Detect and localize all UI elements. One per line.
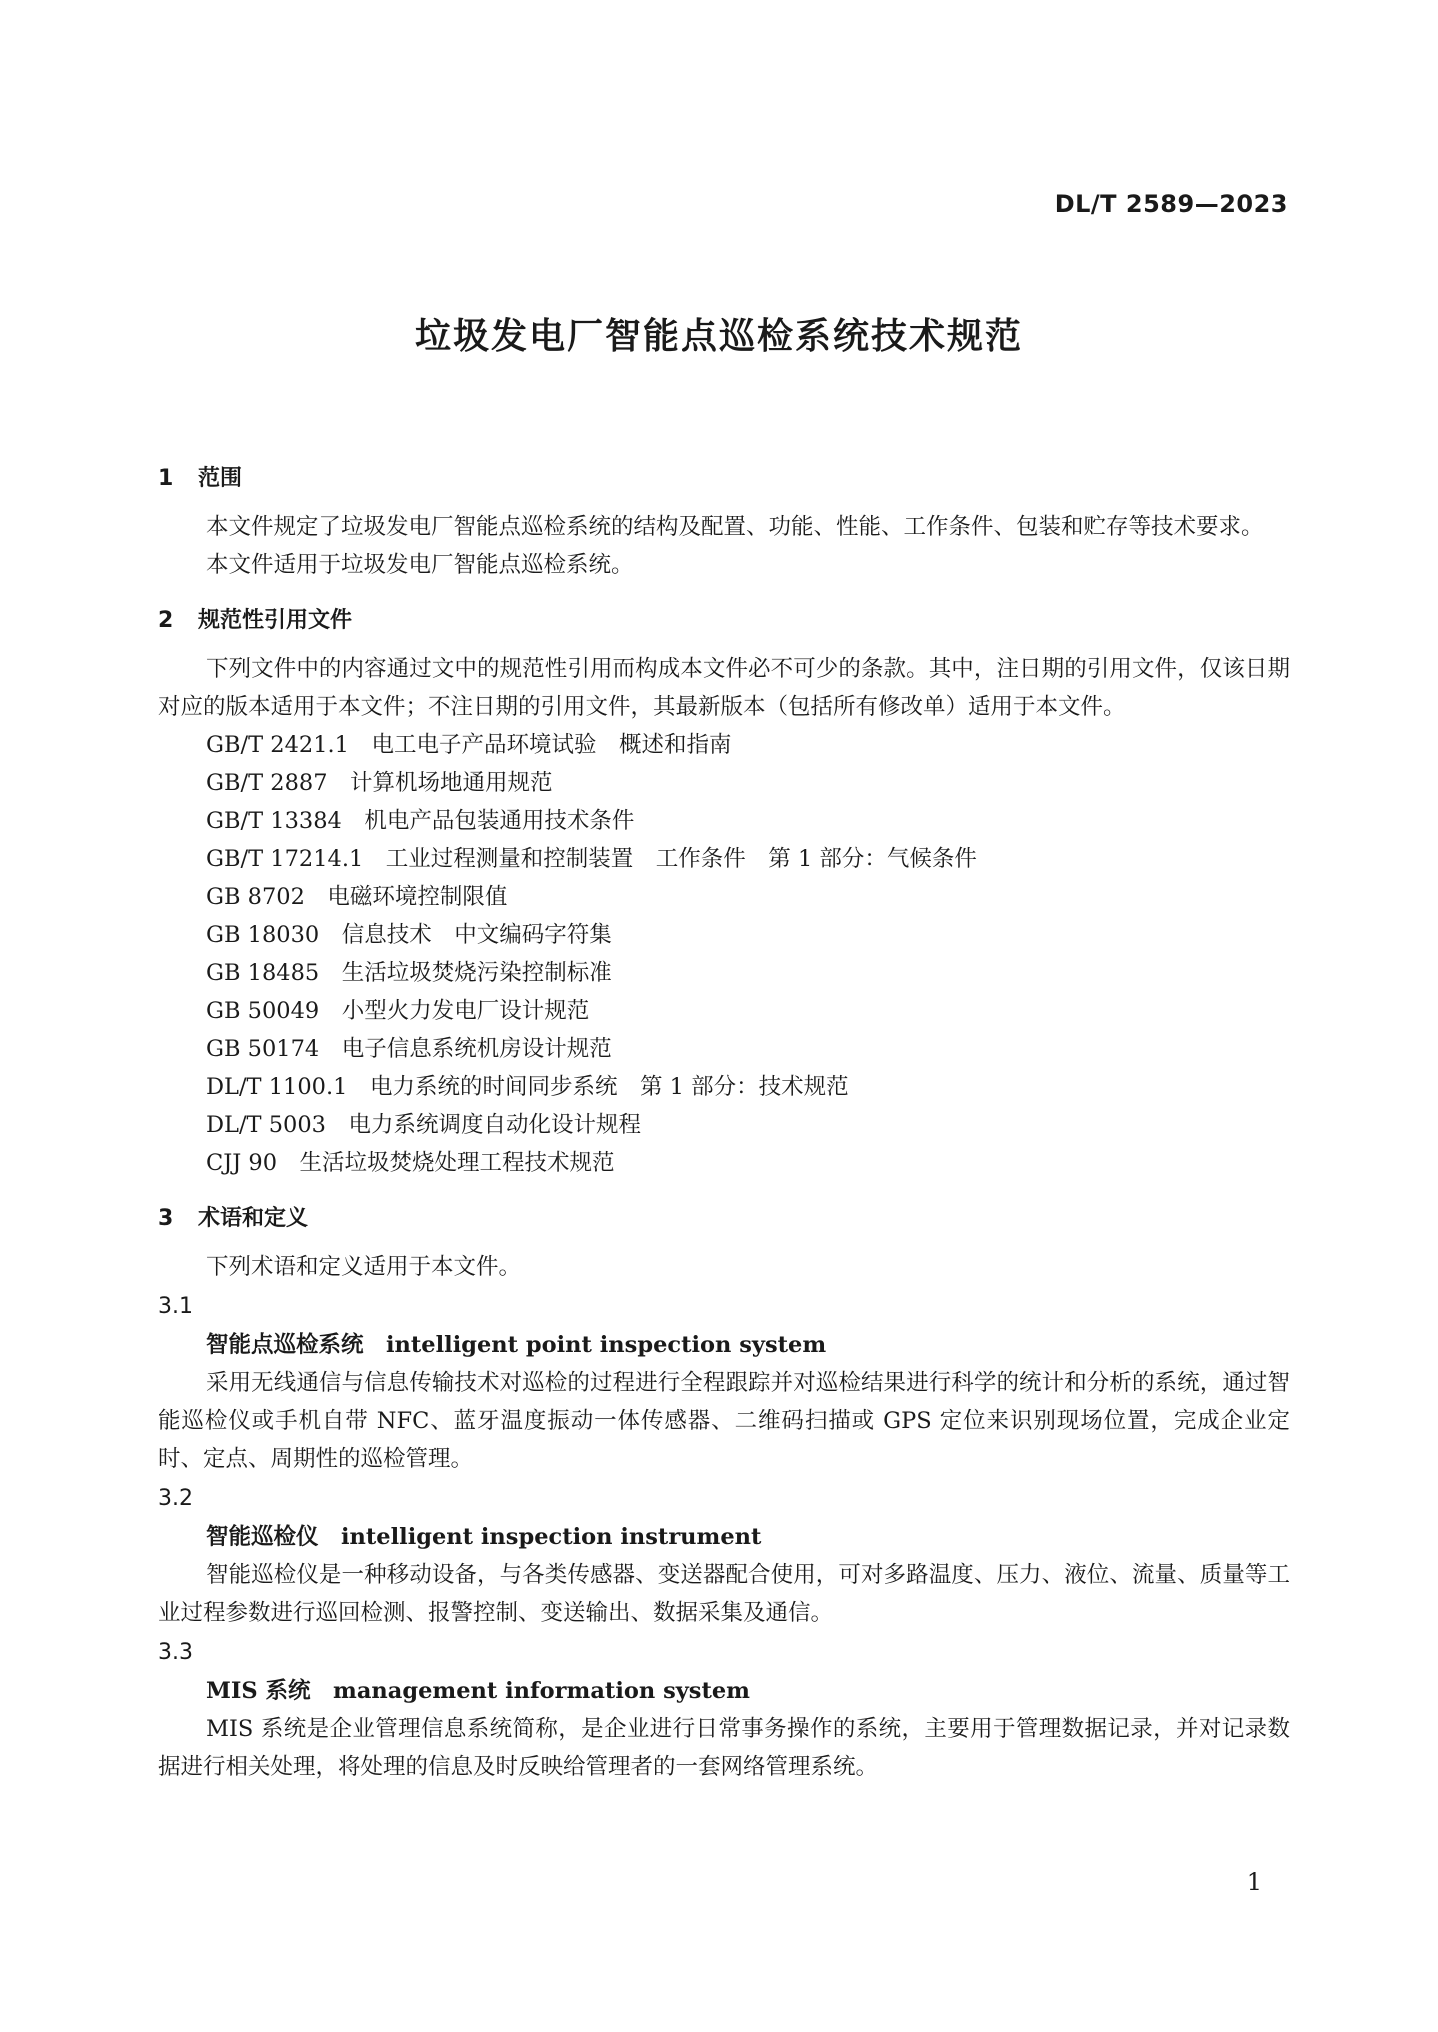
- term-number: 3.2: [158, 1486, 193, 1511]
- term-title: MIS 系统 management information system: [206, 1678, 750, 1704]
- term-definition: 智能巡检仪是一种移动设备，与各类传感器、变送器配合使用，可对多路温度、压力、液位、流量、质量等工业过程参数进行巡回检测、报警控制、变送输出、数据采集及通信。: [158, 1562, 1290, 1626]
- term-number: 3.3: [158, 1640, 193, 1665]
- section-1-heading: [158, 460, 1290, 498]
- reference-item: GB/T 2887 计算机场地通用规范: [206, 770, 553, 796]
- section-2-heading: [158, 602, 1290, 640]
- reference-item: GB 50049 小型火力发电厂设计规范: [206, 998, 590, 1024]
- page-number: 1: [1246, 1868, 1262, 1896]
- document-title: 垃圾发电厂智能点巡检系统技术规范: [414, 316, 1023, 357]
- reference-item: GB/T 2421.1 电工电子产品环境试验 概述和指南: [206, 732, 732, 758]
- reference-item: GB 18030 信息技术 中文编码字符集: [206, 922, 612, 948]
- paragraph: 下列术语和定义适用于本文件。: [206, 1254, 522, 1280]
- reference-item: GB/T 17214.1 工业过程测量和控制装置 工作条件 第 1 部分：气候条件: [206, 846, 977, 872]
- term-number: 3.1: [158, 1294, 193, 1319]
- reference-item: GB 18485 生活垃圾焚烧污染控制标准: [206, 960, 612, 986]
- term-title: 智能巡检仪 intelligent inspection instrument: [206, 1524, 762, 1550]
- paragraph: 下列文件中的内容通过文中的规范性引用而构成本文件必不可少的条款。其中，注日期的引用文件，仅该日期对应的版本适用于本文件；不注日期的引用文件，其最新版本（包括所有修改单）适用于本文件。: [158, 656, 1290, 720]
- section-number: 2: [158, 608, 174, 633]
- term-title: 智能点巡检系统 intelligent point inspection system: [206, 1332, 827, 1358]
- reference-item: DL/T 5003 电力系统调度自动化设计规程: [206, 1112, 641, 1138]
- section-title: 规范性引用文件: [198, 608, 353, 633]
- term-definition: MIS 系统是企业管理信息系统简称，是企业进行日常事务操作的系统，主要用于管理数据记录，并对记录数据进行相关处理，将处理的信息及时反映给管理者的一套网络管理系统。: [158, 1716, 1290, 1780]
- document-body: [158, 452, 1290, 1786]
- paragraph: 本文件适用于垃圾发电厂智能点巡检系统。: [206, 552, 634, 578]
- section-number: 3: [158, 1206, 174, 1231]
- reference-item: DL/T 1100.1 电力系统的时间同步系统 第 1 部分：技术规范: [206, 1074, 849, 1100]
- standard-number: DL/T 2589—2023: [1054, 190, 1288, 218]
- section-number: 1: [158, 466, 174, 491]
- term-definition: 采用无线通信与信息传输技术对巡检的过程进行全程跟踪并对巡检结果进行科学的统计和分析的系统，通过智能巡检仪或手机自带 NFC、蓝牙温度振动一体传感器、二维码扫描或 GPS 定位来识别现场位置，完成企业定时、定点、周期性的巡检管理。: [158, 1370, 1290, 1472]
- reference-item: CJJ 90 生活垃圾焚烧处理工程技术规范: [206, 1150, 615, 1176]
- section-title: 术语和定义: [198, 1206, 309, 1231]
- paragraph: 本文件规定了垃圾发电厂智能点巡检系统的结构及配置、功能、性能、工作条件、包装和贮存等技术要求。: [206, 514, 1264, 540]
- section-title: 范围: [198, 466, 243, 491]
- reference-item: GB 50174 电子信息系统机房设计规范: [206, 1036, 612, 1062]
- reference-item: GB/T 13384 机电产品包装通用技术条件: [206, 808, 635, 834]
- reference-item: GB 8702 电磁环境控制限值: [206, 884, 508, 910]
- section-3-heading: [158, 1200, 1290, 1238]
